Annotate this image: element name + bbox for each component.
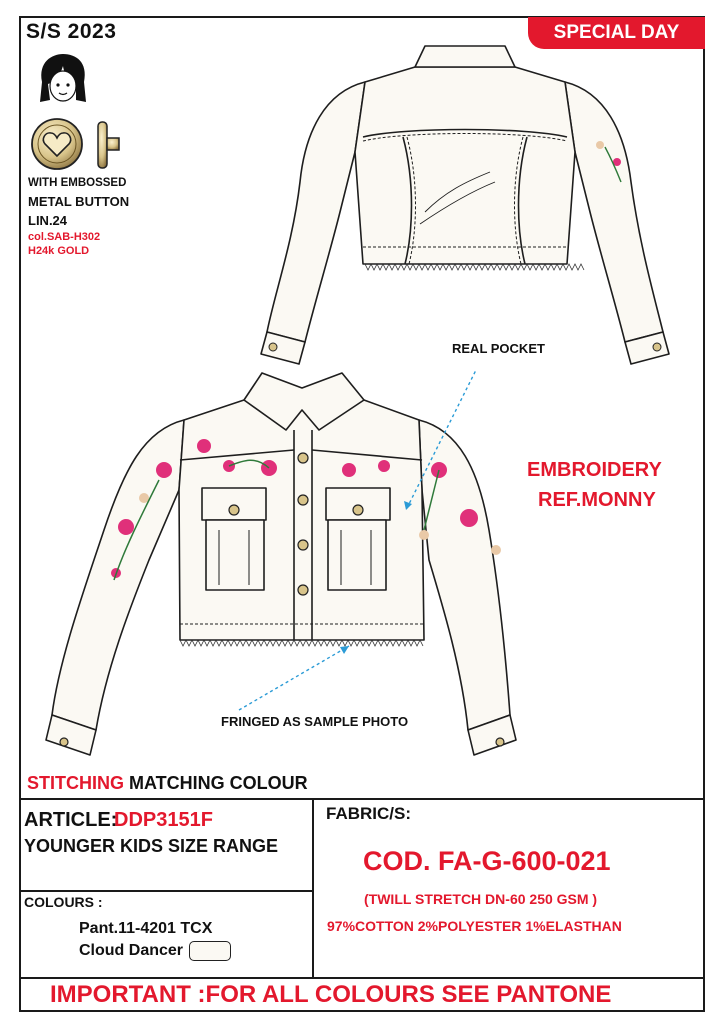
fabric-composition: 97%COTTON 2%POLYESTER 1%ELASTHAN: [327, 918, 622, 934]
colours-label: COLOURS :: [24, 894, 103, 910]
fringed-callout: FRINGED AS SAMPLE PHOTO: [221, 714, 409, 729]
button-desc-line2: METAL BUTTON: [28, 194, 130, 209]
pantone-code: Pant.11-4201 TCX: [79, 920, 213, 937]
stitching-label: STITCHING: [27, 773, 124, 793]
jacket-front-view: [44, 370, 519, 765]
table-bottom-rule: [19, 977, 705, 979]
button-finish: H24k GOLD: [28, 245, 90, 257]
stitching-note: [27, 773, 308, 794]
button-desc-line3: LIN.24: [28, 213, 68, 228]
colour-swatch: [189, 941, 231, 961]
button-color-code: col.SAB-H302: [28, 231, 101, 243]
colour-name-row: [79, 941, 231, 961]
colour-name: Cloud Dancer: [79, 942, 184, 960]
girl-face-logo: [36, 52, 90, 108]
collection-badge: SPECIAL DAY: [528, 17, 705, 49]
jacket-back-view: [255, 42, 675, 372]
heart-button-icon: [30, 116, 126, 174]
fabric-label: FABRIC/S:: [326, 804, 411, 823]
article-colours-rule: [19, 890, 313, 892]
embroidery-callout-line1: EMBROIDERY: [527, 459, 662, 481]
size-range: YOUNGER KIDS SIZE RANGE: [24, 836, 279, 856]
table-top-rule: [19, 798, 705, 800]
fabric-description: (TWILL STRETCH DN-60 250 GSM ): [364, 891, 598, 907]
stitching-value: MATCHING COLOUR: [129, 773, 308, 793]
article-label: ARTICLE:: [24, 809, 118, 831]
article-code: DDP3151F: [114, 809, 213, 831]
table-center-rule: [312, 798, 314, 978]
button-desc-line1: WITH EMBOSSED: [28, 177, 127, 189]
season-label: S/S 2023: [26, 20, 117, 43]
important-note: IMPORTANT :FOR ALL COLOURS SEE PANTONE: [50, 981, 612, 1008]
embroidery-callout-line2: REF.MONNY: [538, 489, 656, 511]
fabric-code: COD. FA-G-600-021: [363, 846, 611, 876]
real-pocket-callout: REAL POCKET: [452, 341, 545, 356]
